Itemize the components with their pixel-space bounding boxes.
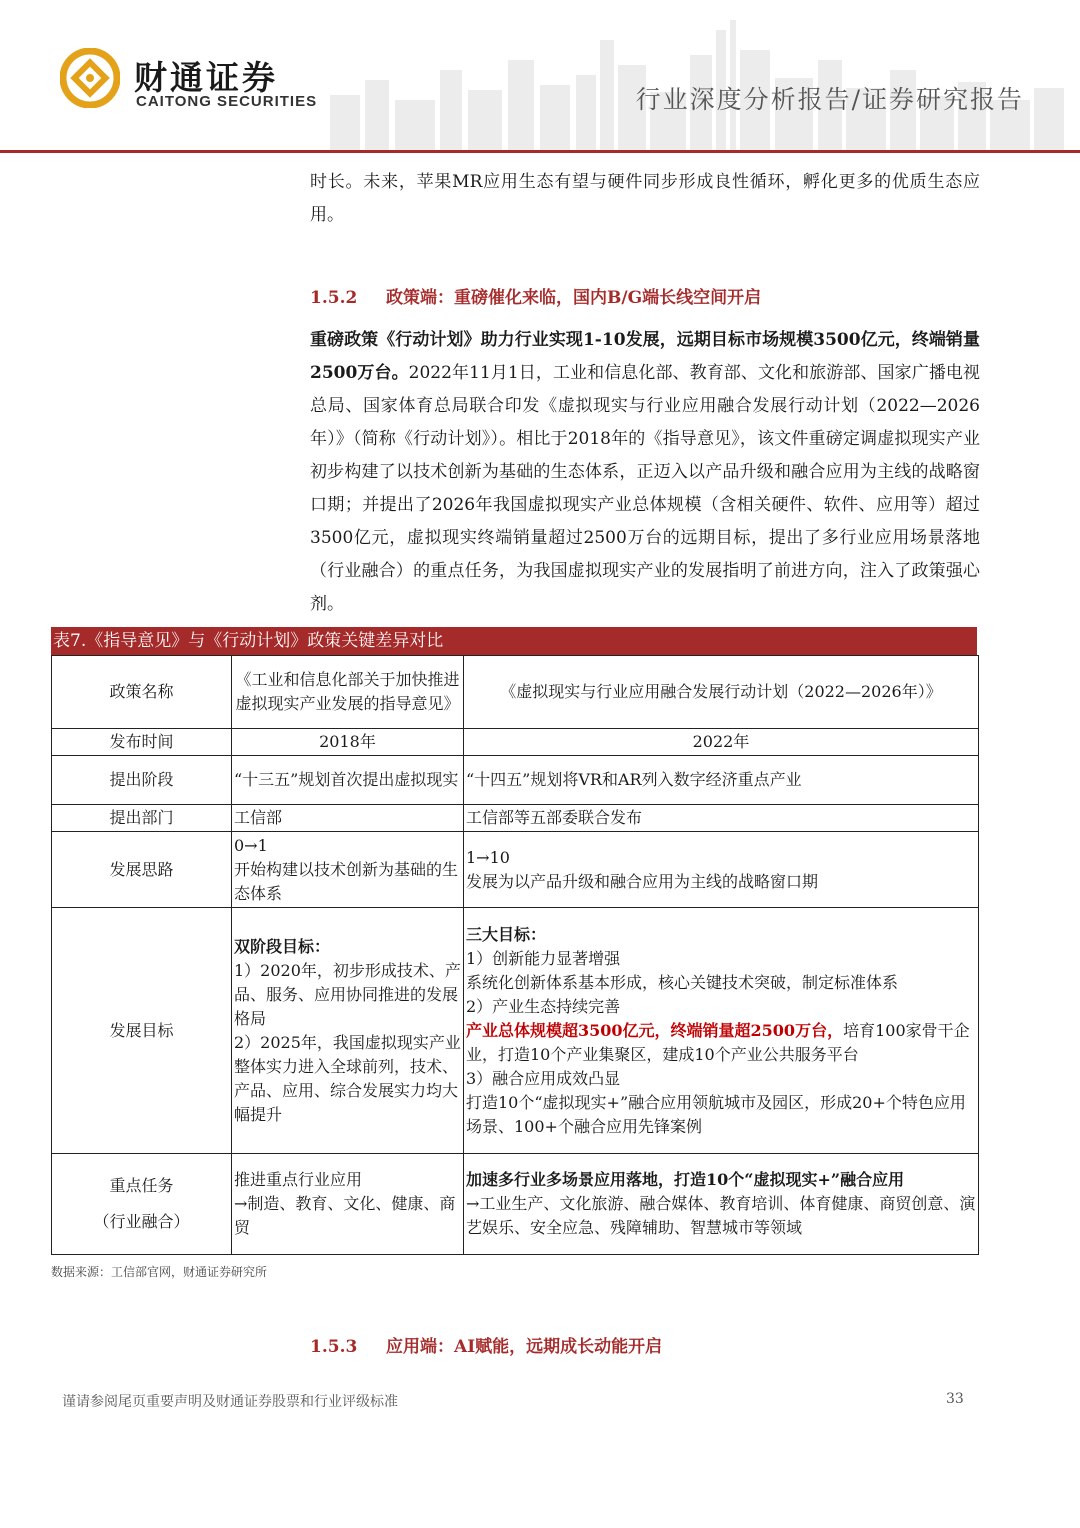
task-label-1: 重点任务 [109,1176,174,1195]
section-heading-1-5-2 [310,283,761,308]
cell-guideline: “十三五”规划首次提出虚拟现实 [232,756,464,805]
row-label: 政策名称 [52,656,232,729]
cell-guideline: 2018年 [232,729,464,756]
cell-action-plan [464,832,979,908]
row-label: 发布时间 [52,729,232,756]
table-row [52,832,979,908]
policy-paragraph-lead: 重磅政策《行动计划》助力行业实现1-10发展，远期目标市场规模3500亿元，终端销量2500万台。 [310,330,980,383]
cell-guideline: 工信部 [232,805,464,832]
policy-comparison-table [51,655,979,1255]
policy-paragraph-body: 2022年11月1日，工业和信息化部、教育部、文化和旅游部、国家广播电视总局、国家体育总局联合印发《虚拟现实与行业应用融合发展行动计划（2022—2026年）》（简称《行动计划》）。相比于2018年的《指导意见》，该文件重磅定调虚拟现实产业初步构建了以技术创新为基础的生态体系，正迈入以产品升级和融合应用为主线的战略窗口期；并提出了2026年我国虚拟现实产业总体规模（含相关硬件、软件、应用等）超过3500亿元，虚拟现实终端销量超过2500万台的远期目标，提出了多行业应用场景落地（行业融合）的重点任务，为我国虚拟现实产业的发展指明了前进方向，注入了政策强心剂。 [310,363,980,614]
cell-guideline [232,832,464,908]
intro-paragraph: 时长。未来，苹果MR应用生态有望与硬件同步形成良性循环，孵化更多的优质生态应用。 [310,172,980,225]
cell-action-plan: 工信部等五部委联合发布 [464,805,979,832]
task-b-detail: →工业生产、文化旅游、融合媒体、教育培训、体育健康、商贸创意、演艺娱乐、安全应急、残障辅助、智慧城市等领域 [466,1194,976,1237]
table-title: 表7.《指导意见》与《行动计划》政策关键差异对比 [51,627,977,655]
goal-a-2: 2）2025年，我国虚拟现实产业整体实力进入全球前列，技术、产品、应用、综合发展实力均大幅提升 [234,1032,461,1124]
row-label: 提出阶段 [52,756,232,805]
idea-arrow-a: 0→1 [234,835,268,855]
cell-action-plan: “十四五”规划将VR和AR列入数字经济重点产业 [464,756,979,805]
task-a-1: 推进重点行业应用 [234,1170,363,1189]
row-label: 提出部门 [52,805,232,832]
task-a-2: →制造、教育、文化、健康、商贸 [234,1194,456,1237]
header-divider [0,150,1080,153]
cell-action-plan [464,908,979,1154]
cell-guideline: 《工业和信息化部关于加快推进虚拟现实产业发展的指导意见》 [232,656,464,729]
goal-b-2-text: 培育100家骨干企业，打造10个产业集聚区，建成10个产业公共服务平台 [466,1020,970,1064]
section-title: 应用端：AI赋能，远期成长动能开启 [386,1337,663,1357]
section-title: 政策端：重磅催化来临，国内B/G端长线空间开启 [386,288,762,308]
cell-action-plan [464,1154,979,1255]
idea-text-b: 发展为以产品升级和融合应用为主线的战略窗口期 [466,871,819,891]
row-label: 发展目标 [52,908,232,1154]
row-label [52,1154,232,1255]
table-row [52,805,979,832]
cell-action-plan: 2022年 [464,729,979,756]
section-number: 1.5.2 [310,288,358,308]
goal-b-2: 2）产业生态持续完善 [466,996,621,1016]
goal-head-a: 双阶段目标： [234,936,331,956]
brand-name-en: CAITONG SECURITIES [136,93,318,110]
caitong-logo-icon [60,48,120,108]
section-heading-1-5-3 [310,1332,662,1357]
goal-b-2-detail [466,1019,976,1067]
idea-text-a: 开始构建以技术创新为基础的生态体系 [234,859,459,903]
goal-b-3: 3）融合应用成效凸显 [466,1068,621,1088]
goal-b-2-highlight: 产业总体规模超3500亿元，终端销量超2500万台， [466,1020,844,1040]
data-source: 数据来源：工信部官网，财通证券研究所 [51,1265,268,1279]
policy-paragraph [310,324,980,621]
idea-arrow-b: 1→10 [466,847,510,867]
goal-b-1: 1）创新能力显著增强 [466,948,621,968]
goal-b-1-detail: 系统化创新体系基本形成，核心关键技术突破，制定标准体系 [466,972,899,992]
table-row [52,1154,979,1255]
cell-action-plan: 《虚拟现实与行业应用融合发展行动计划（2022—2026年）》 [464,656,979,729]
table-row [52,656,979,729]
report-type: 行业深度分析报告/证券研究报告 [635,85,1024,114]
cell-guideline [232,908,464,1154]
page-header [0,0,1080,156]
table-row [52,756,979,805]
goal-head-b: 三大目标： [466,924,547,944]
goal-a-1: 1）2020年，初步形成技术、产品、服务、应用协同推进的发展格局 [234,960,461,1028]
task-label-2: （行业融合） [93,1212,190,1231]
goal-b-3-detail: 打造10个“虚拟现实+”融合应用领航城市及园区，形成20+个特色应用场景、100+个融合应用先锋案例 [466,1092,966,1136]
table-row [52,729,979,756]
row-label: 发展思路 [52,832,232,908]
task-b-head: 加速多行业多场景应用落地，打造10个“虚拟现实+”融合应用 [466,1170,905,1189]
cell-guideline [232,1154,464,1255]
table-row [52,908,979,1154]
section-number: 1.5.3 [310,1337,358,1357]
footer-disclaimer: 谨请参阅尾页重要声明及财通证券股票和行业评级标准 [62,1394,398,1410]
page-number: 33 [946,1391,964,1407]
brand-name-cn: 财通证券 [134,58,278,97]
